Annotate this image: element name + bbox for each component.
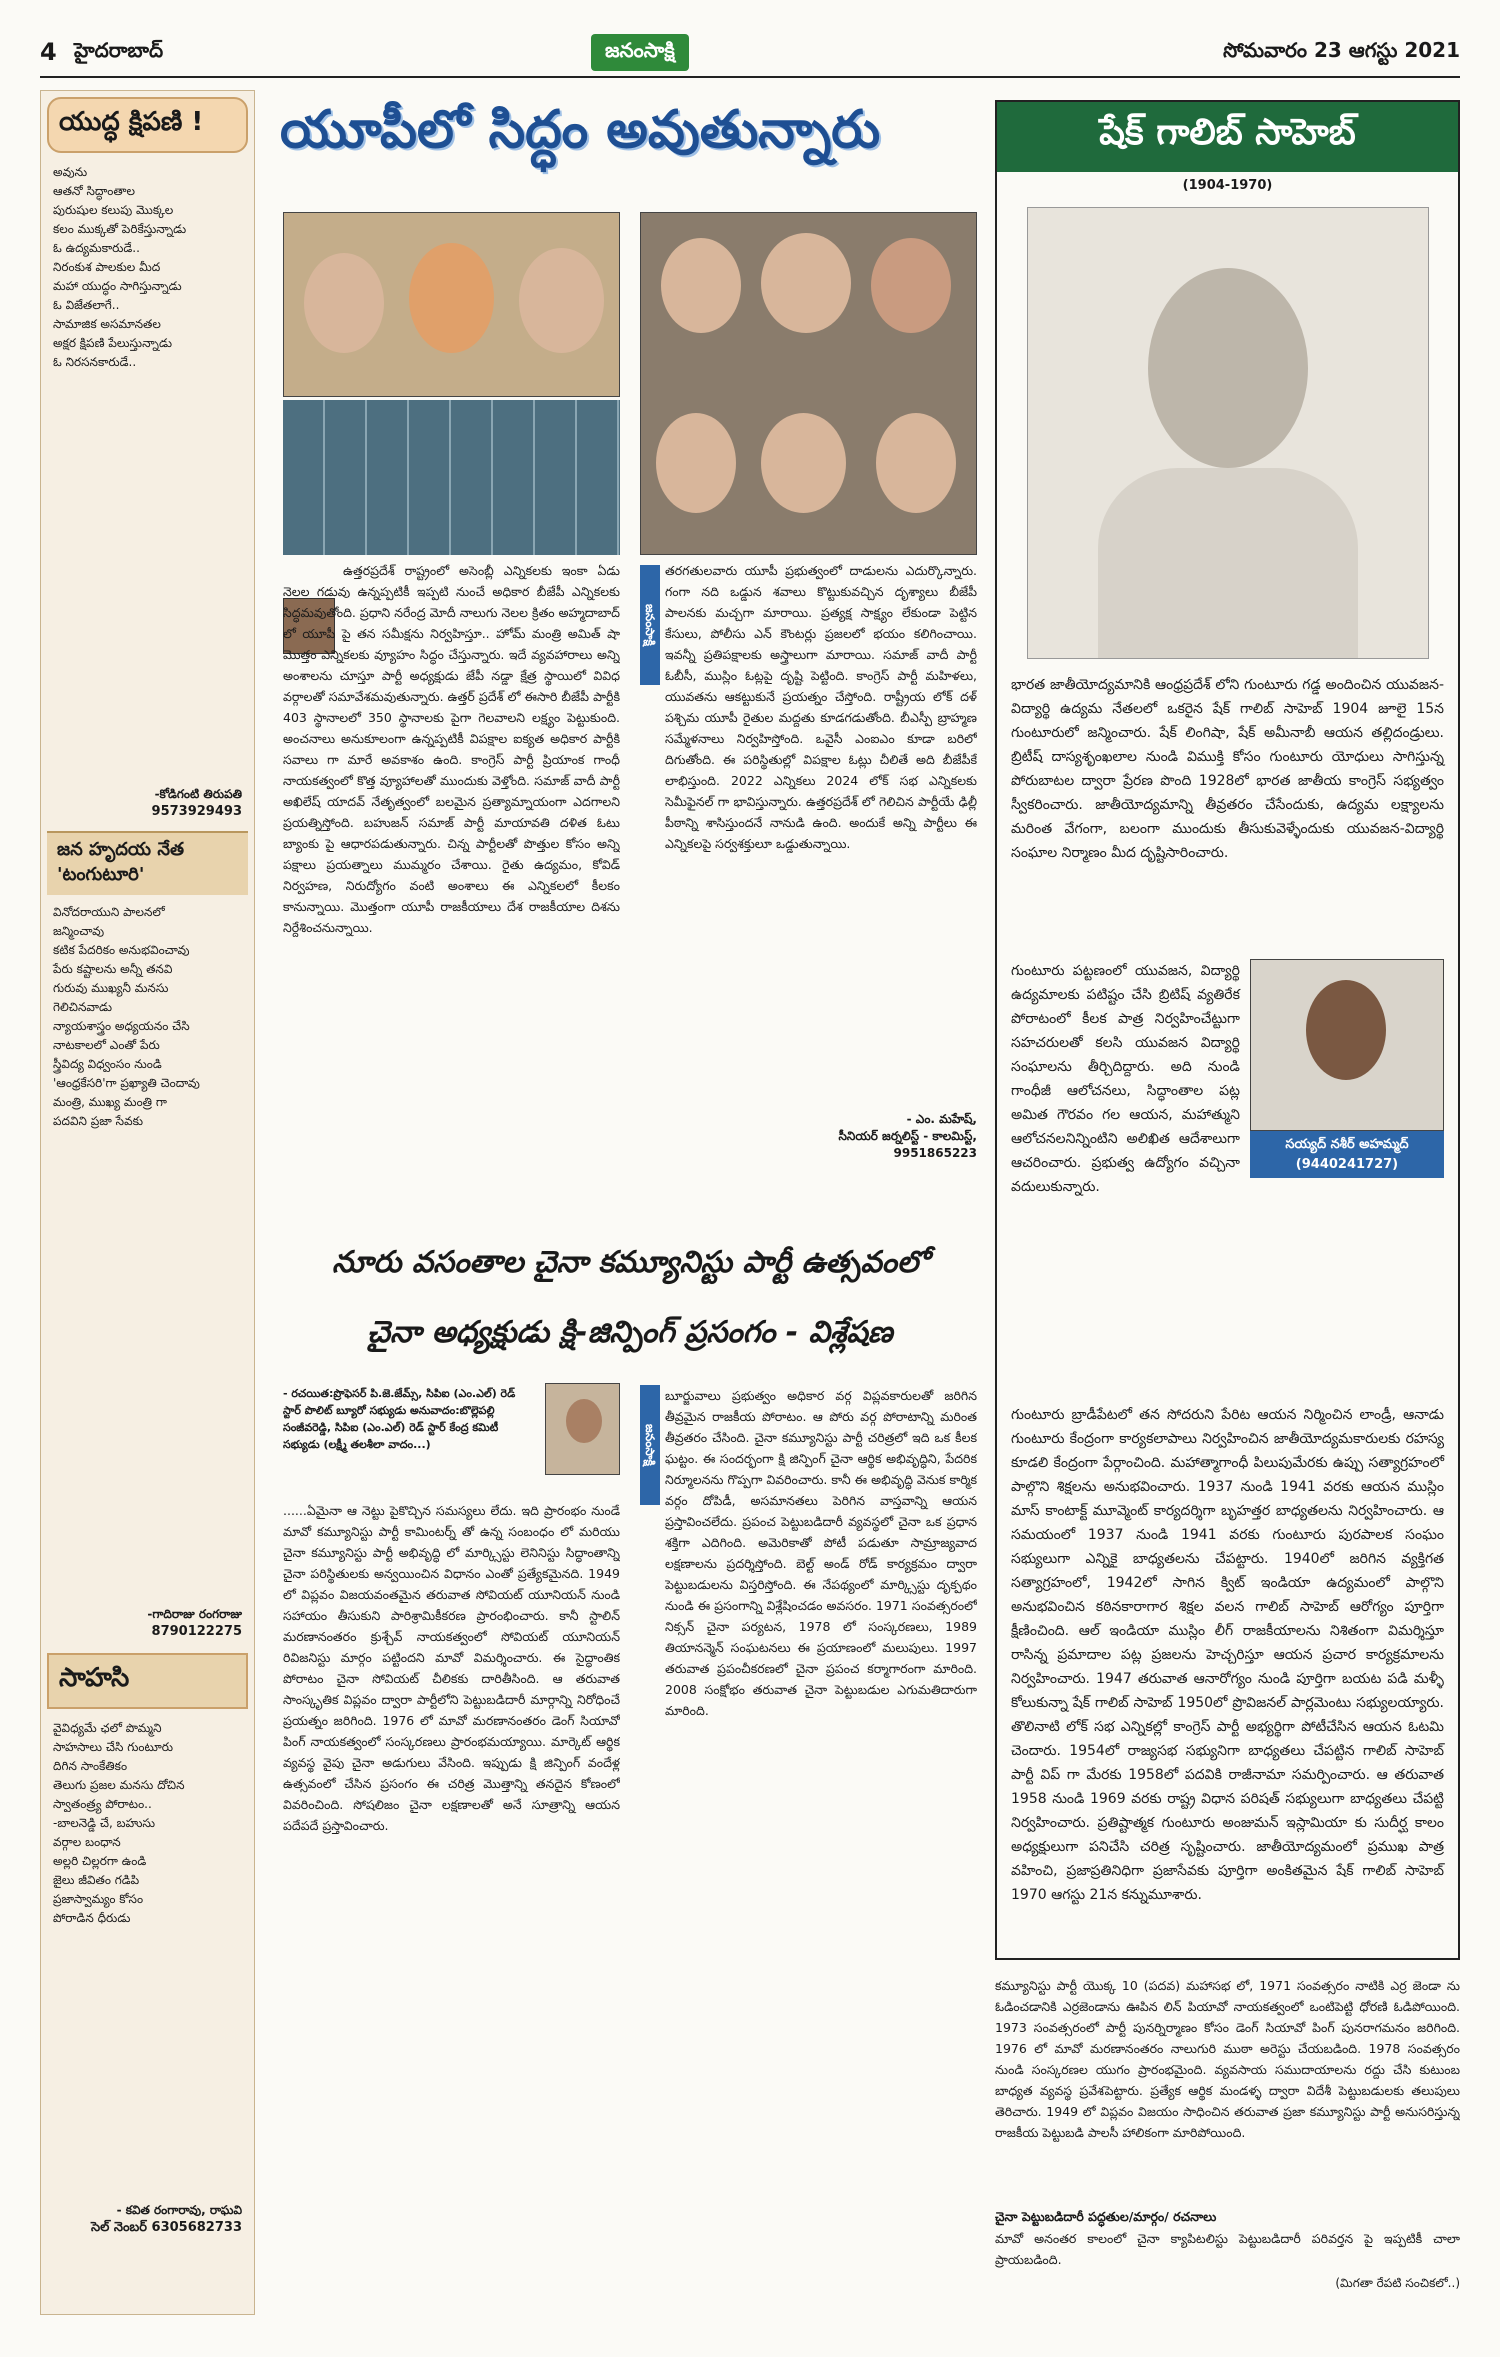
poem2-author: -గాదిరాజు రంగరాజు [147, 1607, 242, 1621]
main-article-col2: తరగతులవారు యూపీ ప్రభుత్వంలో దాడులను ఎదుర్కొన్నారు. గంగా నది ఒడ్డున శవాలు కొట్టుకువచ్చిన దృశ్యాలు బీజేపీ పాలనకు మచ్చగా మారాయి. ప్రత్యక్ష సాక్ష్యం లేకుండా పెట్టిన కేసులు, పోలీసు ఎన్ కౌంటర్లు ప్రజలలో భయం కలిగించాయి. ఇవన్నీ ప్రతిపక్షాలకు అస్త్రాలుగా మారాయి. సమాజ్ వాదీ పార్టీ ఓబీసీ, ముస్లిం ఓట్లపై దృష్టి పెట్టింది. కాంగ్రెస్ పార్టీ మహిళలు, యువతను ఆకట్టుకునే ప్రయత్నం చేస్తోంది. రాష్ట్రీయ లోక్ దళ్ పశ్చిమ యూపీ రైతుల మద్దతు కూడగడుతోంది. బీఎస్పీ బ్రాహ్మణ సమ్మేళనాలు నిర్వహిస్తోంది. ఒవైసీ ఎంఐఎం కూడా బరిలో దిగుతోంది. ఈ పరిస్థితుల్లో విపక్షాల ఓట్లు చీలితే అది బీజేపీకే లాభిస్తుంది. 2022 ఎన్నికలు 2024 లోక్ సభ ఎన్నికలకు సెమీఫైనల్ గా భావిస్తున్నారు. ఉత్తరప్రదేశ్ లో గెలిచిన పార్టీయే ఢిల్లీ పీఠాన్ని శాసిస్తుందనే నానుడి ఉంది. అందుకే అన్ని పార్టీలు ఈ ఎన్నికలపై సర్వశక్తులూ ఒడ్డుతున్నాయి. [665, 563, 977, 851]
main-headline: యూపీలో సిద్ధం అవుతున్నారు [280, 100, 881, 160]
poem2-title: జన హృదయ నేత 'టంగుటూరి' [47, 831, 248, 895]
bottom-right-footer: (మిగతా రేపటి సంచికలో..) [1335, 2276, 1460, 2290]
portrait-figure [871, 238, 951, 333]
portrait-figure [1148, 268, 1308, 468]
page-header [40, 28, 1460, 78]
right-col-wrap: గుంటూరు పట్టణంలో యువజన, విద్యార్థి ఉద్యమాలకు పటిష్టం చేసి బ్రిటిష్ వ్యతిరేక పోరాటంలో కీలక పాత్ర నిర్వహించేట్టుగా సహచరులతో కలసి యువజన విద్యార్థి సంఘాలను తీర్చిదిద్దారు. అది నుండి గాంధీజీ ఆలోచనలు, సిద్ధాంతాల పట్ల అమిత గౌరవం గల ఆయన, మహాత్ముని ఆలోచనలనిన్నింటిని అలిఖిత ఆదేశాలుగా ఆచరించారు. ప్రభుత్వ ఉద్యోగం వచ్చినా వదులుకున్నారు. [1011, 963, 1240, 1195]
portrait-body [1098, 468, 1358, 658]
poem2-body: వినోదరాయుని పాలనలో జన్మించావు కటిక పేదరికం అనుభవించావు పేరు కష్టాలను అన్నీ తనవి గురువు ముఖ్యనీ మనసు గెలిచినవాడు న్యాయశాస్త్రం అధ్యయనం చేసి నాటకాలలో ఎంతో పేరు స్త్రీవిద్య విధ్వంసం నుండి 'ఆంధ్రకేసరి'గా ప్రఖ్యాతి చెందావు మంత్రి, ముఖ్య మంత్రి గా పదవిని ప్రజా సేవకు [53, 905, 200, 1128]
byline-name: - ఎం. మహేష్, [906, 1112, 977, 1126]
video-conference-photo [283, 400, 620, 555]
left-column [40, 90, 255, 2315]
poem3-author: - కవిత రంగారావు, రాఘవి [116, 2203, 242, 2217]
bottom-right-text2: మావో అనంతర కాలంలో చైనా క్యాపిటలిస్టు పెట్టుబడిదారీ పరివర్తన పై ఇప్పటికీ చాలా ప్రాయబడింది. [995, 2231, 1460, 2267]
poem3-phone: సెల్ నెంబర్ 6305682733 [90, 2220, 242, 2235]
portrait-figure [304, 253, 384, 353]
page-number: 4 [40, 38, 57, 66]
masthead-logo: జనంసాక్షి [591, 34, 689, 71]
portrait-figure [656, 413, 736, 513]
bottom-right-continuation [995, 1975, 1460, 2320]
portrait-figure [519, 248, 604, 353]
bottom-right-text: కమ్యూనిస్టు పార్టీ యొక్క 10 (పదవ) మహాసభ లో, 1971 సంవత్సరం నాటికి ఎర్ర జెండా ను ఓడించడానికి ఎర్రజెండాను ఊపిన లిన్ పియావో నాయకత్వంలో ఒంటిపెట్టి ధోరణి ఓడిపోయింది. 1973 సంవత్సరంలో పార్టీ పునర్నిర్మాణం కోసం డెంగ్ సియావో పింగ్ పునరాగమనం జరిగింది. 1976 లో మావో మరణానంతరం నాలుగురి ముఠా అరెస్టు చేయబడింది. 1978 సంవత్సరం నుండి సంస్కరణల యుగం ప్రారంభమైంది. వ్యవసాయ సముదాయాలను రద్దు చేసి కుటుంబ బాధ్యత వ్యవస్థ ప్రవేశపెట్టారు. ప్రత్యేక ఆర్థిక మండళ్ళ ద్వారా విదేశీ పెట్టుబడులకు తలుపులు తెరిచారు. 1949 లో విప్లవం విజయం సాధించిన తరువాత ప్రజా కమ్యూనిస్టు పార్టీ అనుసరిస్తున్న రాజకీయ పెట్టుబడి పాలసీ హాలికంగా మారిపోయింది. [995, 1978, 1460, 2140]
portrait-figure [876, 413, 956, 513]
second-vertical-label: జనంసాక్షి [640, 1385, 660, 1505]
poem2-phone: 8790122275 [151, 1624, 242, 1639]
second-headline-1: నూరు వసంతాల చైనా కమ్యూనిస్టు పార్టీ ఉత్సవంలో [332, 1245, 928, 1280]
author-phone: (9440241727) [1250, 1157, 1444, 1178]
main-byline [665, 1112, 977, 1160]
portrait-figure [1306, 980, 1386, 1080]
right-title: షేక్ గాలిబ్ సాహెబ్ [997, 102, 1458, 172]
portrait-figure [661, 238, 741, 333]
second-author-block: - రచయిత:ప్రొఫెసర్ పి.జె.జేమ్స్, సిపిఐ (ఎం.ఎల్) రెడ్ స్టార్ పొలిట్ బ్యూరో సభ్యుడు అనువాదం:బొల్లెపల్లి సంజీవరెడ్డి, సిపిఐ (ఎం.ఎల్) రెడ్ స్టార్ కేంద్ర కమిటీ సభ్యుడు (లక్ష్మీ తలశీలా వాదం...) [283, 1387, 516, 1451]
portrait-figure [566, 1399, 602, 1443]
right-feature [995, 100, 1460, 1960]
leaders-photo-left [283, 212, 620, 397]
poem1-phone: 9573929493 [151, 804, 242, 819]
author-photo-james [545, 1383, 620, 1475]
poem3-title: సాహసి [47, 1653, 248, 1709]
byline-title: సీనియర్ జర్నలిస్ట్ - కాలమిస్ట్, [838, 1129, 977, 1143]
second-article-col2: బూర్జువాలు ప్రభుత్వం అధికార వర్గ విప్లవకారులతో జరిగిన తీవ్రమైన రాజకీయ పోరాటం. ఆ పోరు వర్గ పోరాటాన్ని మరింత తీవ్రతరం చేసింది. చైనా కమ్యూనిస్టు పార్టీ చరిత్రలో ఇది ఒక కీలక ఘట్టం. ఈ సందర్భంగా క్షి జిన్పింగ్ చైనా ఆర్థిక అభివృద్ధిని, పేదరిక నిర్మూలనను గొప్పగా వివరించారు. కానీ ఈ అభివృద్ధి వెనుక కార్మిక వర్గం దోపిడీ, అసమానతలు పెరిగిన వాస్తవాన్ని ఆయన ప్రస్తావించలేదు. ప్రపంచ పెట్టుబడిదారీ వ్యవస్థలో చైనా ఒక ప్రధాన శక్తిగా ఎదిగింది. అమెరికాతో పోటీ పడుతూ సామ్రాజ్యవాద లక్షణాలను ప్రదర్శిస్తోంది. బెల్ట్ అండ్ రోడ్ కార్యక్రమం ద్వారా పెట్టుబడులను విస్తరిస్తోంది. ఈ నేపథ్యంలో మార్క్సిస్టు దృక్పథం నుండి ఈ ప్రసంగాన్ని విశ్లేషించడం అవసరం. 1971 సంవత్సరంలో నిక్సన్ చైనా పర్యటన, 1978 లో సంస్కరణలు, 1989 తియానన్మెన్ సంఘటనలు ఈ ప్రయాణంలో మలుపులు. 1997 తరువాత ప్రపంచీకరణలో చైనా ప్రపంచ కర్మాగారంగా మారింది. 2008 సంక్షోభం తరువాత చైనా పెట్టుబడుల ఎగుమతిదారుగా మారింది. [665, 1388, 977, 1718]
bottom-right-subhead: చైనా పెట్టుబడిదారీ పద్ధతుల/మార్గం/ రచనాలు [995, 2209, 1217, 2224]
byline-phone: 9951865223 [893, 1146, 977, 1160]
opposition-photo [640, 212, 977, 555]
main-article-col1: ఉత్తరప్రదేశ్ రాష్ట్రంలో అసెంబ్లీ ఎన్నికలకు ఇంకా ఏడు నెలల గడువు ఉన్నప్పటికీ ఇప్పటి నుంచే అధికార బీజేపీ ఎన్నికలకు సిద్ధమవుతోంది. ప్రధాని నరేంద్ర మోదీ నాలుగు నెలల క్రితం అహ్మదాబాద్ లో యూపీ పై తన సమీక్షను నిర్వహిస్తూ.. హోమ్ మంత్రి అమిత్ షా మొత్తం ఎన్నికలకు వ్యూహం సిద్ధం చేస్తున్నారు. ఇదే వ్యవహారాలు అన్ని అంశాలను చూస్తూ పార్టీ అధ్యక్షుడు జేపీ నడ్డా క్షేత్ర స్థాయిలో వివిధ వర్గాలతో సమావేశమవుతున్నారు. ఉత్తర్ ప్రదేశ్ లో ఈసారి బీజేపీ పార్టీకి 403 స్థానాలలో 350 స్థానాలకు పైగా గెలవాలని లక్ష్యం పెట్టుకుంది. అంచనాలు అనుకూలంగా ఉన్నప్పటికీ విపక్షాల ఐక్యత అధికార పార్టీకి సవాలు గా మారే అవకాశం ఉంది. కాంగ్రెస్ పార్టీ ప్రియాంక గాంధీ నాయకత్వంలో కొత్త వ్యూహాలతో ముందుకు వెళ్తోంది. సమాజ్ వాదీ పార్టీ అఖిలేష్ యాదవ్ నేతృత్వంలో బలమైన ప్రత్యామ్నాయంగా ఎదగాలని ప్రయత్నిస్తోంది. బహుజన్ సమాజ్ పార్టీ మాయావతి దళిత ఓటు బ్యాంకు పై ఆధారపడుతున్నారు. చిన్న పార్టీలతో పొత్తుల కోసం అన్ని పక్షాలు ప్రయత్నాలు ముమ్మరం చేశాయి. రైతు ఉద్యమం, కోవిడ్ నిర్వహణ, నిరుద్యోగం వంటి అంశాలు ఈ ఎన్నికలలో కీలకం కానున్నాయి. మొత్తంగా యూపీ రాజకీయాలు దేశ రాజకీయాల దిశను నిర్దేశించనున్నాయి. [283, 563, 620, 935]
author-card [1250, 959, 1444, 1399]
second-headline-2: చైనా అధ్యక్షుడు క్షి-జిన్పింగ్ ప్రసంగం - విశ్లేషణ [367, 1315, 893, 1350]
portrait-figure [761, 233, 851, 333]
author-name: సయ్యద్ నశీర్ అహమ్మద్ [1250, 1131, 1444, 1157]
main-vertical-label: జనంసాక్షి [640, 565, 660, 685]
portrait-figure [761, 413, 846, 513]
second-article-col1: ......ఏమైనా ఆ నెట్టు పైకొచ్చిన సమస్యలు లేదు. ఇది ప్రారంభం నుండే మావో కమ్యూనిస్టు పార్టీ కామింటర్న్ తో ఉన్న సంబంధం లో మరియు చైనా కమ్యూనిస్టు పార్టీ అభివృద్ధి లో మార్క్సిస్టు లెనినిస్టు సిద్ధాంతాన్ని చైనా పరిస్థితులకు అన్వయించిన విధానం ఎంతో ప్రత్యేకమైనది. 1949 లో విప్లవం విజయవంతమైన తరువాత సోవియట్ యూనియన్ నుండి సహాయం తీసుకుని పారిశ్రామికీకరణ ప్రారంభించారు. కానీ స్టాలిన్ మరణానంతరం క్రుశ్చేవ్ నాయకత్వంలో సోవియట్ యూనియన్ రివిజనిస్టు మార్గం పట్టిందని మావో విమర్శించారు. ఈ సైద్ధాంతిక పోరాటం చైనా సోవియట్ చీలికకు దారితీసింది. ఆ తరువాత సాంస్కృతిక విప్లవం ద్వారా పార్టీలోని పెట్టుబడిదారీ మార్గాన్ని నిరోధించే ప్రయత్నం జరిగింది. 1976 లో మావో మరణానంతరం డెంగ్ సియావో పింగ్ నాయకత్వంలో సంస్కరణలు ప్రారంభమయ్యాయి. మార్కెట్ ఆర్థిక వ్యవస్థ వైపు చైనా అడుగులు వేసింది. ఇప్పుడు క్షి జిన్పింగ్ వందేళ్ల ఉత్సవంలో చేసిన ప్రసంగం ఈ చరిత్ర మొత్తాన్ని తనదైన కోణంలో వివరించింది. సోషలిజం చైనా లక్షణాలతో అనే సూత్రాన్ని ఆయన పదేపదే ప్రస్తావించారు. [283, 1503, 620, 1833]
city-name: హైదరాబాద్ [74, 37, 164, 62]
poem1-title: యుద్ధ క్షిపణి ! [47, 97, 248, 153]
right-years: (1904-1970) [1182, 178, 1273, 193]
poem3-body: వైవిధ్యమే ఛలో పొమ్మని సాహసాలు చేసి గుంటూరు దిగిన సాంకేతికం తెలుగు ప్రజల మనసు దోచిన స్వాతంత్ర్య పోరాటం.. -బాలనెడ్డి చే, బహుసు వర్గాల బంధాన అల్లరి చిల్లరగా ఉండి జైలు జీవితం గడిపి ప్రజాస్వామ్యం కోసం పోరాడిన ధీరుడు [53, 1721, 185, 1925]
issue-date: సోమవారం 23 ఆగస్టు 2021 [1223, 37, 1460, 62]
right-col-bottom: గుంటూరు బ్రాడీపేటలో తన సోదరుని పేరిట ఆయన నిర్మించిన లాండ్రీ, ఆనాడు గుంటూరు కేంద్రంగా కార్యకలాపాలు నిర్వహించిన జాతీయోద్యమకారులకు రహస్య కూడలి కేంద్రంగా పేర్గాంచింది. మహాత్మాగాంధీ పిలుపుమేరకు ఉప్పు సత్యాగ్రహంలో పాల్గొని శిక్షలను అనుభవించారు. 1937 నుండి 1941 వరకు ఆయన ముస్లిం మాస్ కాంటాక్ట్ మూవ్మెంట్ కార్యదర్శిగా బృహత్తర బాధ్యతలను నిర్వహించారు. ఆ సమయంలో 1937 నుండి 1941 వరకు గుంటూరు పురపాలక సంఘం సభ్యులుగా ఎన్నికై బాధ్యతలను చేపట్టారు. 1940లో జరిగిన వ్యక్తిగత సత్యాగ్రహంలో, 1942లో సాగిన క్విట్ ఇండియా ఉద్యమంలో పాల్గొని అనుభవించిన కఠినకారాగార శిక్షల వలన గాలిబ్ సాహెబ్ ఆరోగ్యం పూర్తిగా క్షీణించింది. ఆల్ ఇండియా ముస్లిం లీగ్ రాజకీయాలను నిశితంగా విమర్శిస్తూ రాసిన్న ప్రమాదాల పట్ల ప్రజలను హెచ్చరిస్తూ ఆయన ప్రచార కార్యక్రమాలను నిర్వహించారు. 1947 తరువాత ఆనారోగ్యం నుండి పూర్తిగా బయట పడి మళ్ళీ కోలుకున్నా షేక్ గాలిబ్ సాహెబ్ 1950లో ప్రొవిజనల్ పార్లమెంటు సభ్యులయ్యారు. తొలినాటి లోక్ సభ ఎన్నికల్లో కాంగ్రెస్ పార్టీ అభ్యర్థిగా పోటీచేసిన ఆయన ఓటమి చెందారు. 1954లో రాజ్యసభ సభ్యునిగా బాధ్యతలు చేపట్టిన గాలిబ్ సాహెబ్ పార్టీ విప్ గా మేరకు 1958లో పదవికి రాజీనామా సమర్పించారు. ఆ తరువాత 1958 నుండి 1969 వరకు రాష్ట్ర విధాన పరిషత్ సభ్యులుగా బాధ్యతలు చేపట్టి నిర్వహించారు. ప్రతిష్టాత్మక గుంటూరు అంజుమన్ ఇస్లామియా కు సుదీర్ఘ కాలం అధ్యక్షులుగా పనిచేసి చరిత్ర సృష్టించారు. జాతీయోద్యమంలో ప్రముఖ పాత్ర వహించి, ప్రజాప్రతినిధిగా ప్రజాసేవకు పూర్తిగా అంకితమైన షేక్ గాలిబ్ సాహెబ్ 1970 ఆగస్టు 21న కన్నుమూశారు. [1011, 1407, 1444, 1903]
poem1-author: -కోడిగంటి తిరుపతి [154, 787, 242, 801]
portrait-figure [409, 243, 494, 353]
author-photo-naseer [1250, 959, 1444, 1131]
poem1-body: అవును ఆతనో సిద్ధాంతాల పురుషుల కలుపు మొక్కల కలం ముక్కతో పెరికేస్తున్నాడు ఓ ఉద్యమకారుడే.. నిరంకుశ పాలకుల మీద మహా యుద్ధం సాగిస్తున్నాడు ఓ విజేతలాగే.. సామాజిక అసమానతల అక్షర క్షిపణి పేలుస్తున్నాడు ఓ నిరసనకారుడే.. [53, 165, 187, 369]
galib-portrait [1027, 207, 1429, 659]
right-col-top: భారత జాతీయోద్యమానికి ఆంధ్రప్రదేశ్ లోని గుంటూరు గడ్డ అందించిన యువజన-విద్యార్థి ఉద్యమ నేతలలో ఒకరైన షేక్ గాలిబ్ సాహెబ్ 1904 జూలై 15న గుంటూరులో జన్మించారు. షేక్ లింగిషా, షేక్ అమీనాబీ ఆయన తల్లిదండ్రులు. బ్రిటీష్ దాస్యశృంఖలాల నుండి విముక్తి కోసం గుంటూరు యోధులు సాగిస్తున్న పోరుబాటల ద్వారా ప్రేరణ పొంది 1928లో భారత జాతీయ కాంగ్రెస్ సభ్యత్వం స్వీకరించారు. జాతీయోద్యమాన్ని తీవ్రతరం చేసేందుకు, ఉద్యమ లక్ష్యాలను మరింత వేగంగా, బలంగా ముందుకు తీసుకువెళ్ళేందుకు యువజన-విద్యార్థి సంఘాల నిర్మాణం మీద దృష్టిసారించారు. [1011, 677, 1444, 861]
right-wrap-row [997, 959, 1458, 1399]
